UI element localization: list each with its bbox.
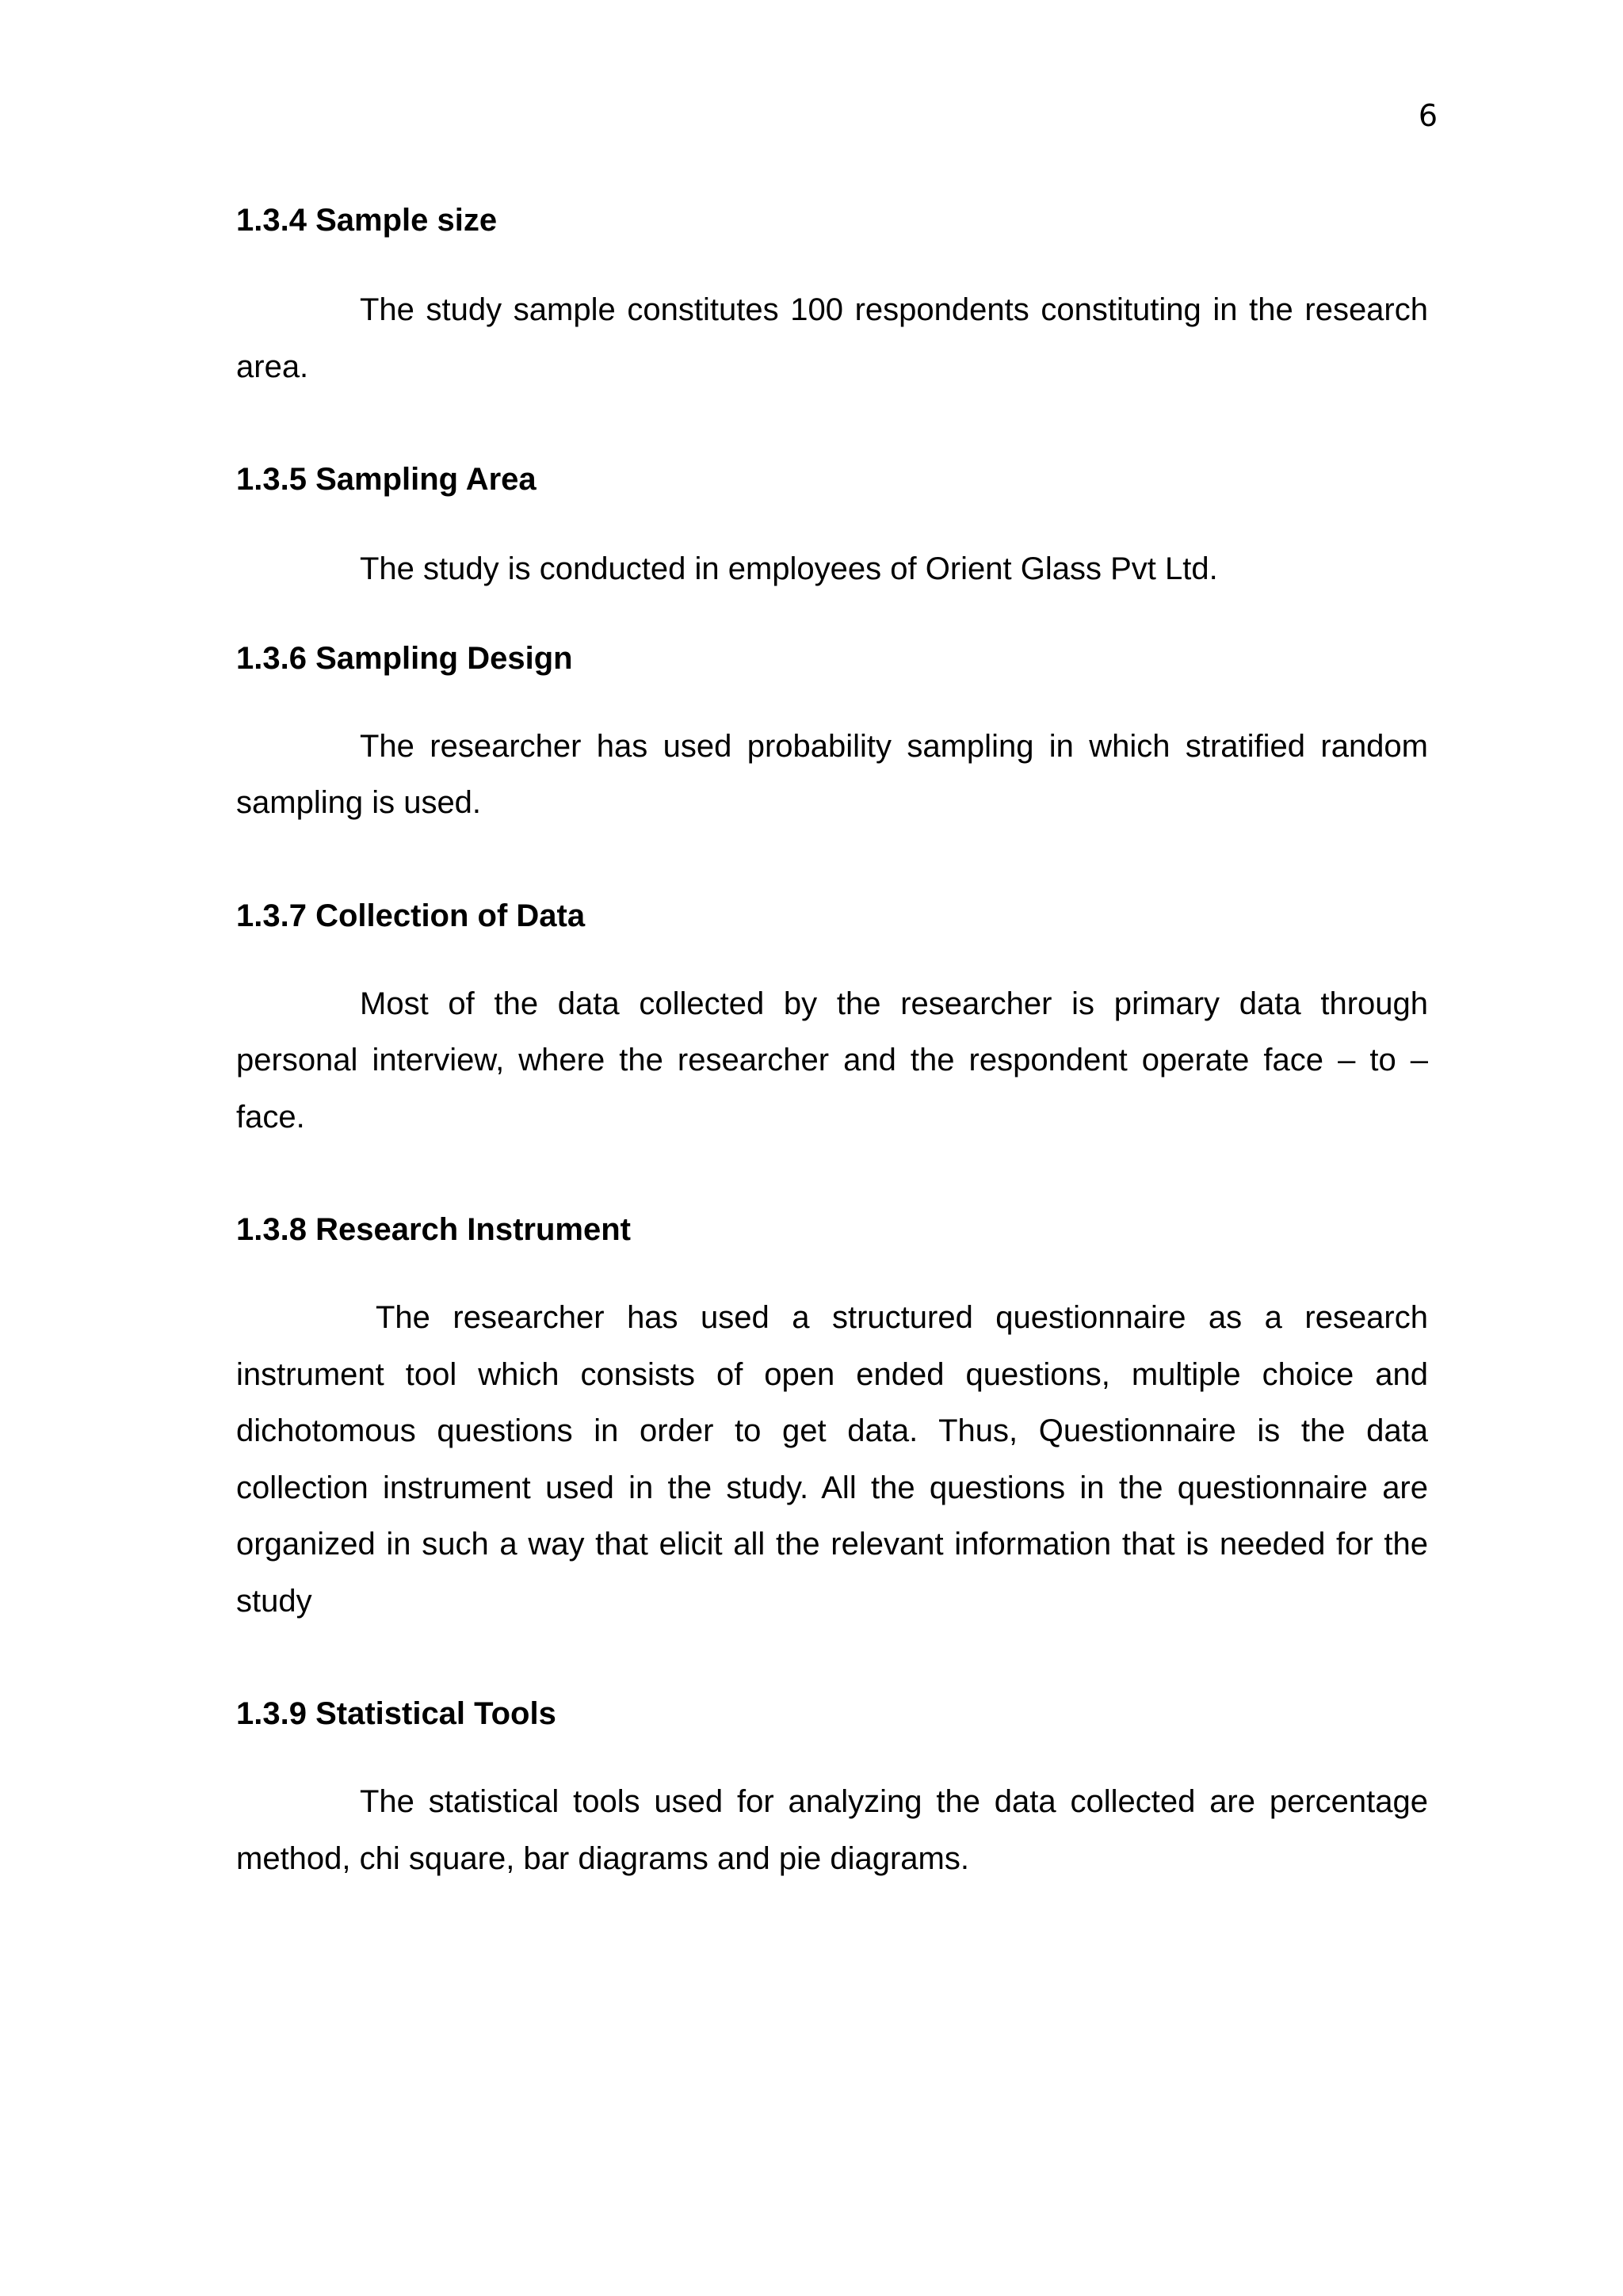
section-sample-size	[236, 198, 1428, 395]
section-paragraph: The statistical tools used for analyzing the data collected are percentage method, chi square, bar diagrams and pie diagrams.	[236, 1784, 1428, 1876]
section-sampling-design	[236, 636, 1428, 832]
section-collection-of-data	[236, 894, 1428, 1146]
section-heading: 1.3.9 Statistical Tools	[236, 1696, 556, 1731]
section-paragraph: The researcher has used probability sampling in which stratified random sampling is used.	[236, 728, 1428, 820]
section-sampling-area	[236, 457, 1428, 598]
page-content	[236, 198, 1428, 1887]
page-number: 6	[1418, 98, 1438, 133]
section-paragraph: The study is conducted in employees of Orient Glass Pvt Ltd.	[360, 551, 1218, 586]
section-research-instrument	[236, 1207, 1428, 1630]
section-heading: 1.3.8 Research Instrument	[236, 1212, 631, 1247]
section-heading: 1.3.6 Sampling Design	[236, 640, 573, 676]
section-heading: 1.3.7 Collection of Data	[236, 898, 586, 933]
section-paragraph: The study sample constitutes 100 respondents constituting in the research area.	[236, 292, 1428, 384]
section-statistical-tools	[236, 1691, 1428, 1887]
section-heading: 1.3.5 Sampling Area	[236, 462, 537, 497]
section-paragraph: Most of the data collected by the researcher is primary data through personal interview, where the researcher and the respondent operate face – to – face.	[236, 986, 1428, 1135]
section-paragraph: The researcher has used a structured questionnaire as a research instrument tool which consists of open ended questions, multiple choice and dichotomous questions in order to get data. Thus, Questionnaire is the data collection instrument used in the study. All the questions in the questionnaire are organized in such a way that elicit all the relevant information that is needed for the study	[236, 1300, 1428, 1619]
section-heading: 1.3.4 Sample size	[236, 203, 498, 238]
